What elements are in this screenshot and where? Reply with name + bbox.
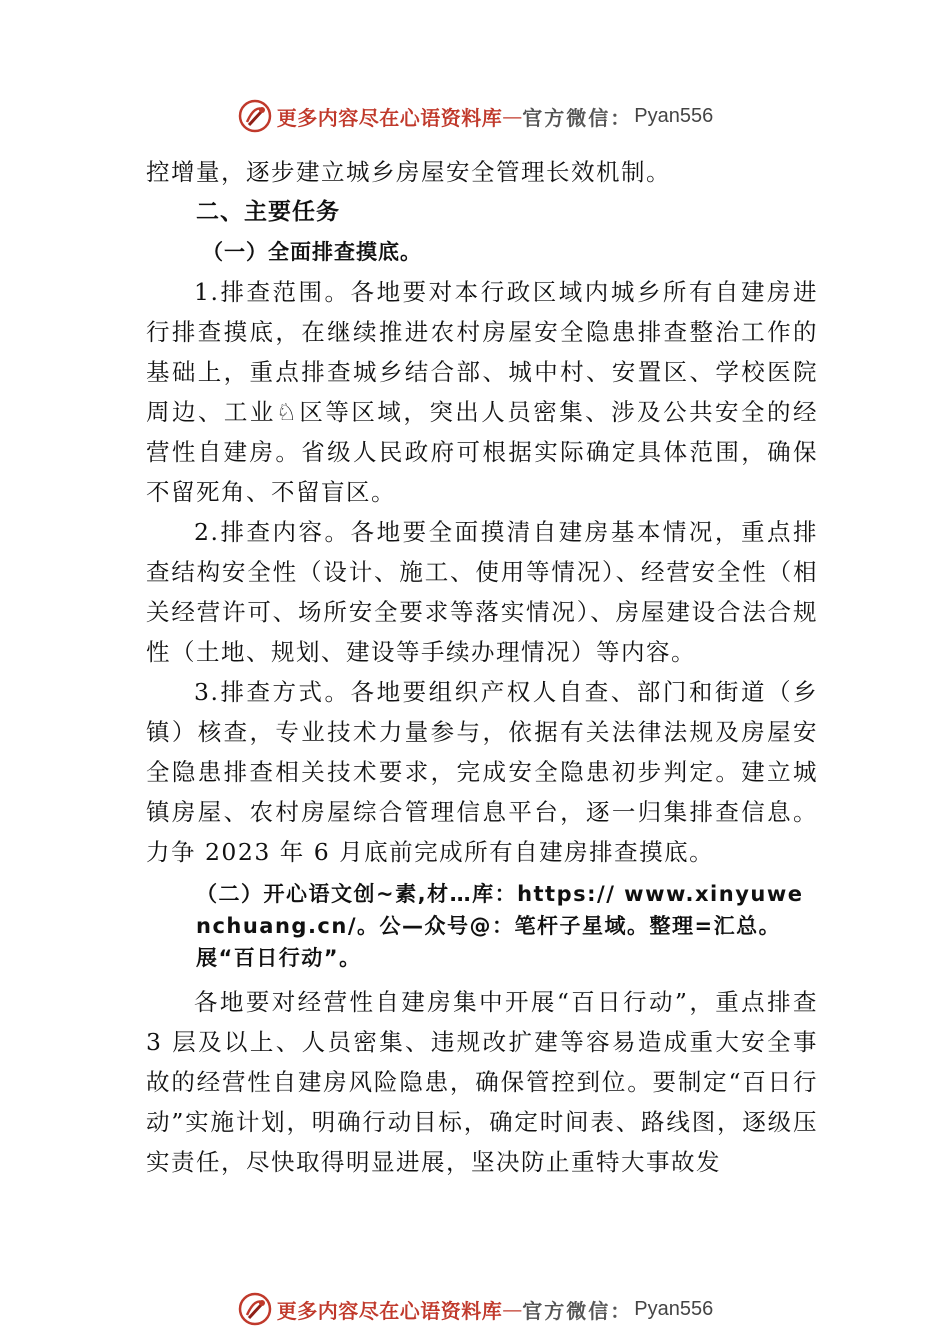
banner-brand: 更多内容尽在心语资料库 [276, 1298, 503, 1323]
paragraph-hundred-days: 各地要对经营性自建房集中开展“百日行动”，重点排查 3 层及以上、人员密集、违规改扩建等容易造成重大安全事故的经营性自建房风险隐患，确保管控到位。要制定“百日行动”实施计划，明确行动目标，确定时间表、路线图，逐级压实责任，尽快取得明显进展，坚决防止重特大事故发 [146, 988, 818, 1176]
banner-brand: 更多内容尽在心语资料库 [276, 105, 503, 130]
section-heading: 二、主要任务 [196, 199, 340, 225]
header-banner [0, 96, 950, 136]
footer-banner [0, 1289, 950, 1329]
banner-separator: — [502, 1297, 523, 1321]
paragraph-content: 2.排查内容。各地要全面摸清自建房基本情况，重点排查结构安全性（设计、施工、使用等情况）、经营安全性（相关经营许可、场所安全要求等落实情况）、房屋建设合法合规性（土地、规划、建设等手续办理情况）等内容。 [146, 518, 818, 666]
paragraph-scope: 1.排查范围。各地要对本行政区域内城乡所有自建房进行排查摸底，在继续推进农村房屋安全隐患排查整治工作的基础上，重点排查城乡结合部、城中村、安置区、学校医院周边、工业♘区等区域，突出人员密集、涉及公共安全的经营性自建房。省级人民政府可根据实际确定具体范围，确保不留死角、不留盲区。 [146, 278, 818, 506]
banner-wechat-id: Pyan556 [634, 104, 714, 127]
subsection-heading-2: （二）开心语文创~素,材…库：https:// www.xinyuwenchuang.cn/。公—众号@：笔杆子星域。整理=汇总。展“百日行动”。 [196, 882, 804, 970]
banner-label: 官方微信： [522, 105, 633, 130]
brand-logo-icon [237, 1291, 273, 1327]
paragraph-continuation: 控增量，逐步建立城乡房屋安全管理长效机制。 [146, 158, 671, 186]
banner-separator: — [502, 104, 523, 128]
brand-logo-icon [237, 98, 273, 134]
banner-label: 官方微信： [522, 1298, 633, 1323]
banner-wechat-id: Pyan556 [634, 1297, 714, 1320]
subsection-heading-1: （一）全面排查摸底。 [202, 240, 422, 264]
document-body [146, 152, 818, 1182]
paragraph-method: 3.排查方式。各地要组织产权人自查、部门和街道（乡镇）核查，专业技术力量参与，依据有关法律法规及房屋安全隐患排查相关技术要求，完成安全隐患初步判定。建立城镇房屋、农村房屋综合管理信息平台，逐一归集排查信息。力争 2023 年 6 月底前完成所有自建房排查摸底。 [146, 678, 818, 866]
